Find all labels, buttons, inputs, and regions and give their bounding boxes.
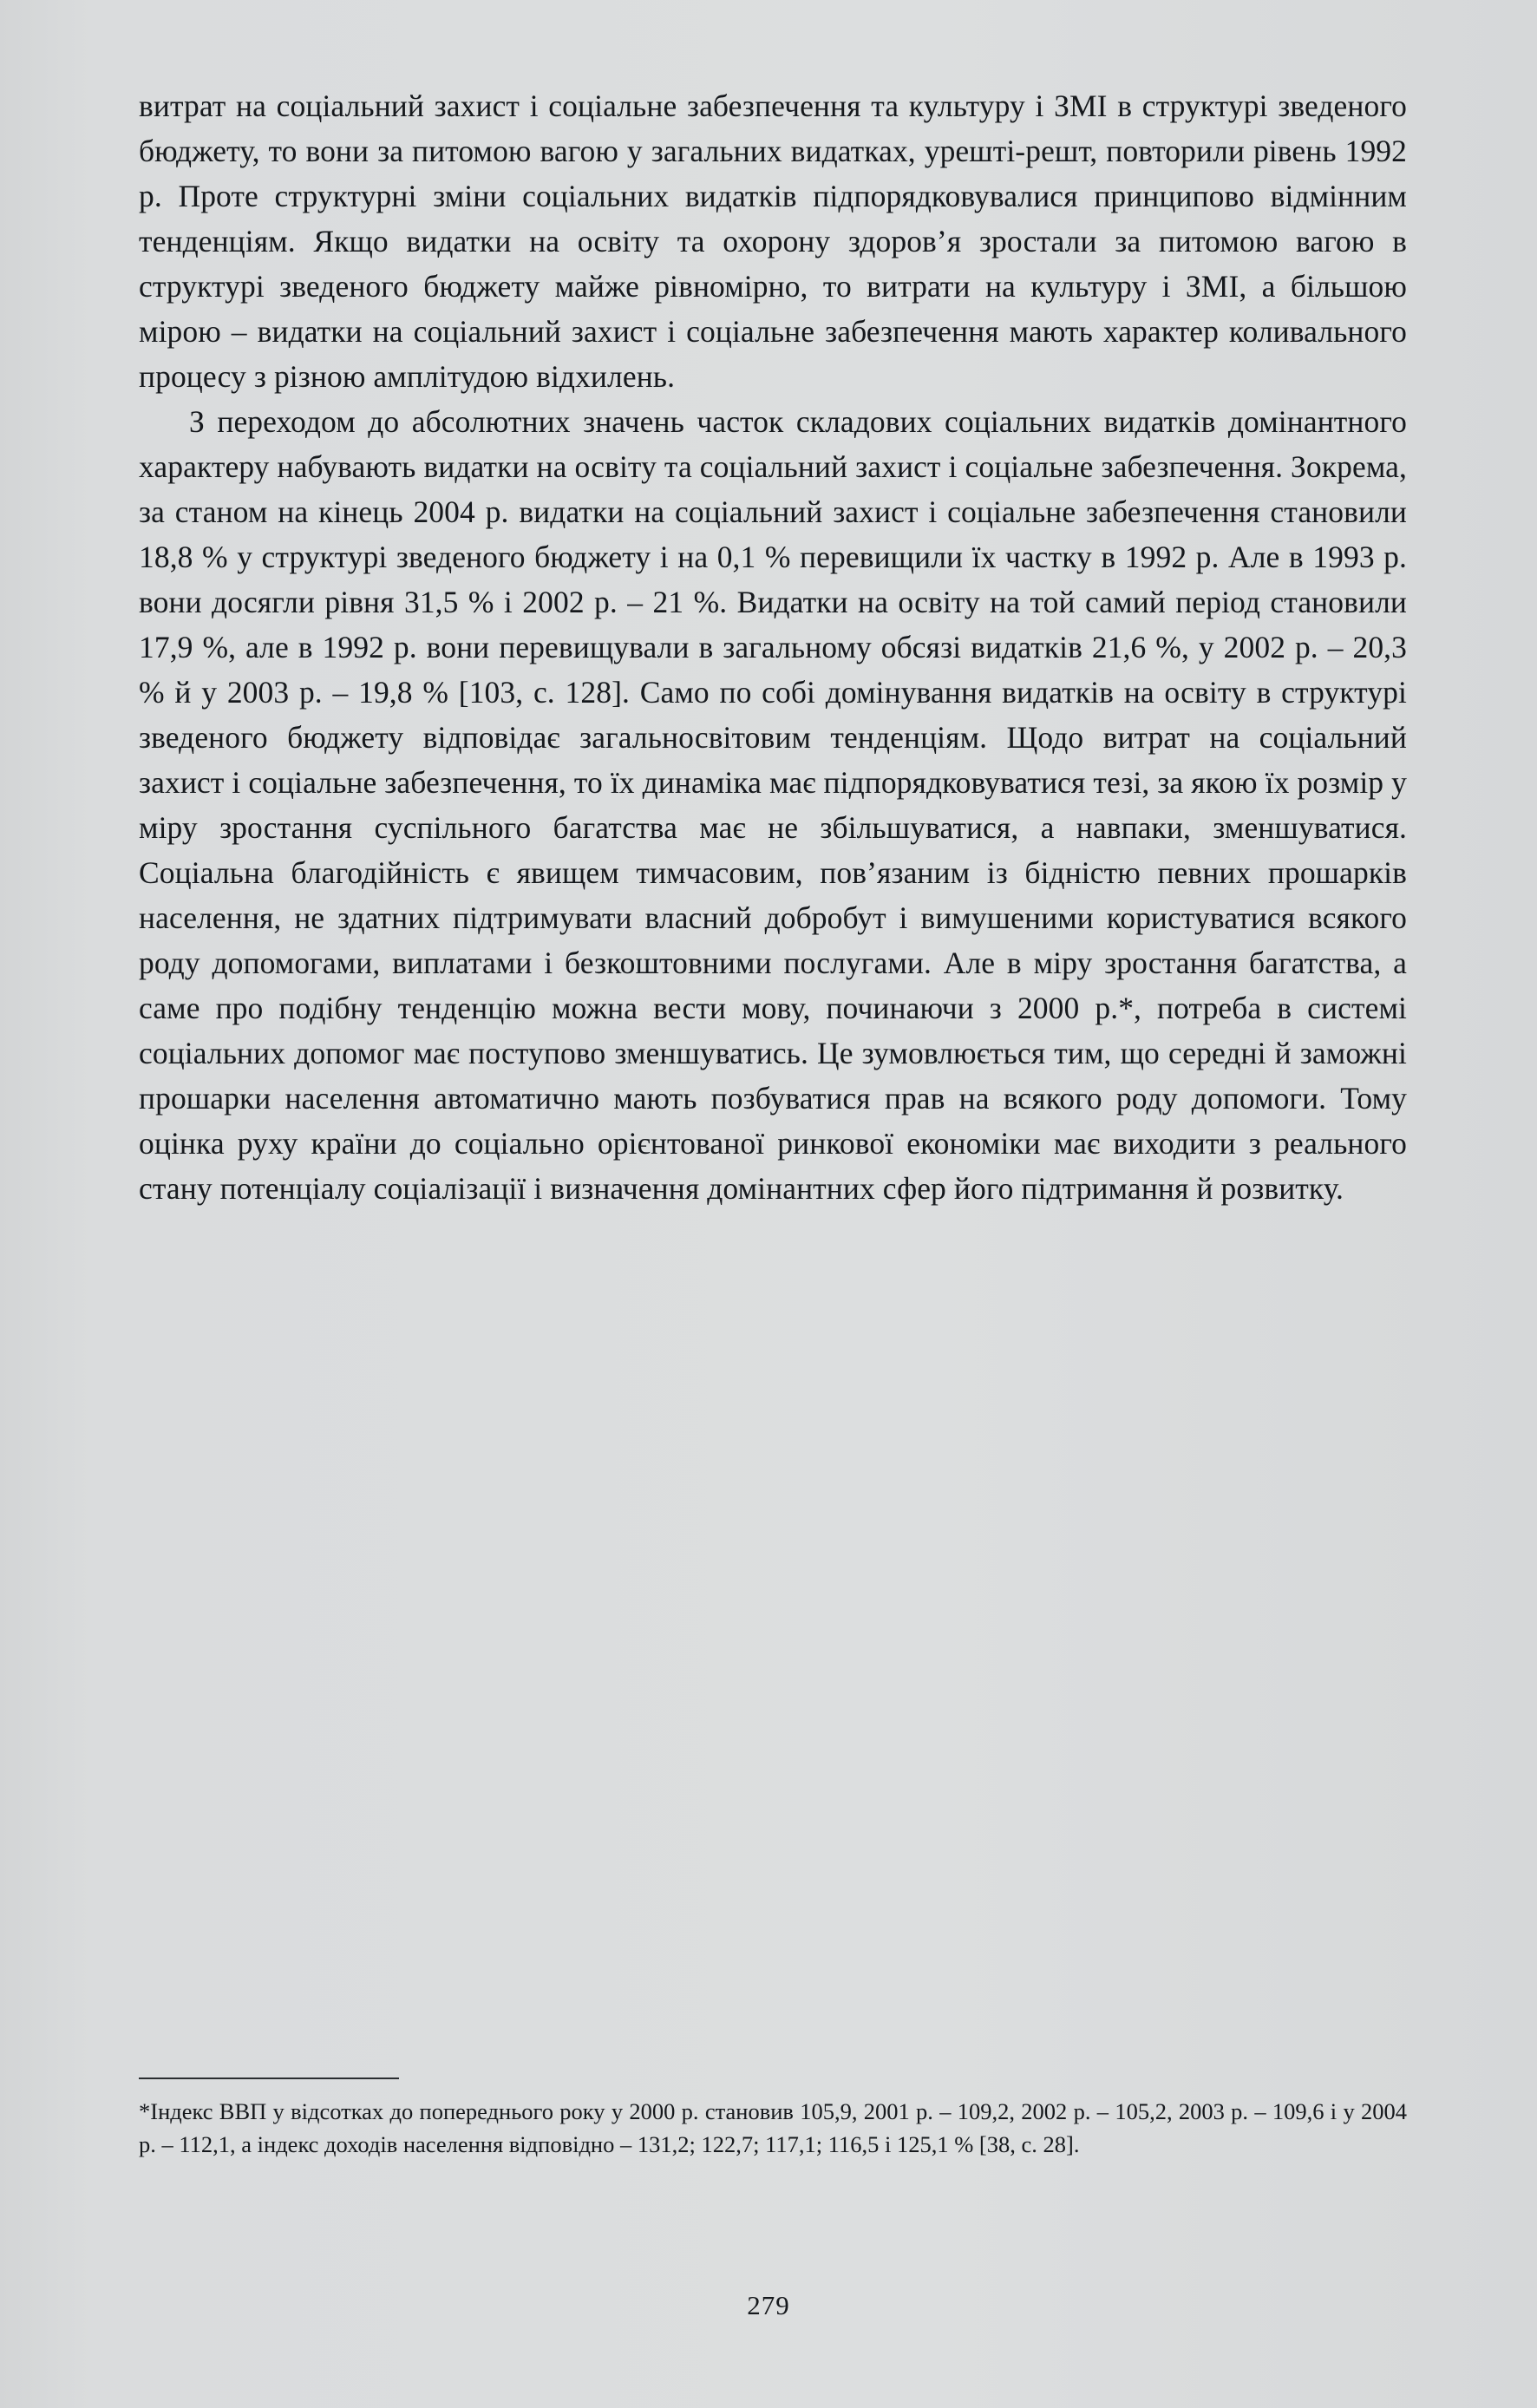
paragraph-1: витрат на соціальний захист і соціальне забезпечення та культуру і ЗМІ в структурі зведеного бюджету, то вони за питомою вагою у загальних видатках, урешті-решт, повторили рівень 1992 р. Проте структурні зміни соціальних видатків підпорядковувалися принципово відмінним тенденціям. Якщо видатки на освіту та охорону здоров’я зростали за питомою вагою в структурі зведеного бюджету майже рівномірно, то витрати на культуру і ЗМІ, а більшою мірою – видатки на соціальний захист і соціальне забезпечення мають характер коливального процесу з різною амплітудою відхилень. xyxy=(139,88,1407,394)
footnote-text-block xyxy=(139,2095,1407,2161)
footnote-area xyxy=(139,2078,1407,2161)
footnote-separator xyxy=(139,2078,399,2079)
body-text-block xyxy=(139,83,1407,1211)
page-number: 279 xyxy=(747,2290,790,2320)
paragraph-2: З переходом до абсолютних значень часток складових соціальних видатків домінантного характеру набувають видатки на освіту та соціальний захист і соціальне забезпечення. Зокрема, за станом на кінець 2004 р. видатки на соціальний захист і соціальне забезпечення становили 18,8 % у структурі зведеного бюджету і на 0,1 % перевищили їх частку в 1992 р. Але в 1993 р. вони досягли рівня 31,5 % і 2002 р. – 21 %. Видатки на освіту на той самий період становили 17,9 %, але в 1992 р. вони перевищували в загальному обсязі видатків 21,6 %, у 2002 р. – 20,3 % й у 2003 р. – 19,8 % [103, с. 128]. Само по собі домінування видатків на освіту в структурі зведеного бюджету відповідає загальносвітовим тенденціям. Щодо витрат на соціальний захист і соціальне забезпечення, то їх динаміка має підпорядковуватися тезі, за якою їх розмір у міру зростання суспільного багатства має не збільшуватися, а навпаки, зменшуватися. Соціальна благодійність є явищем тимчасовим, пов’язаним із бідністю певних прошарків населення, не здатних підтримувати власний добробут і вимушеними користуватися всякого роду допомогами, виплатами і безкоштовними послугами. Але в міру зростання багатства, а саме про подібну тенденцію можна вести мову, починаючи з 2000 р.*, потреба в системі соціальних допомог має поступово зменшуватись. Це зумовлюється тим, що середні й заможні прошарки населення автоматично мають позбуватися прав на всякого роду допомоги. Тому оцінка руху країни до соціально орієнтованої ринкової економіки має виходити з реального стану потенціалу соціалізації і визначення домінантних сфер його підтримання й розвитку. xyxy=(139,404,1407,1206)
footnote-text: *Індекс ВВП у відсотках до попереднього року у 2000 р. становив 105,9, 2001 р. – 109,2, 2002 р. – 105,2, 2003 р. – 109,6 і у 2004 р. – 112,1, а індекс доходів населення відповідно – 131,2; 122,7; 117,1; 116,5 і 125,1 % [38, с. 28]. xyxy=(139,2098,1407,2158)
